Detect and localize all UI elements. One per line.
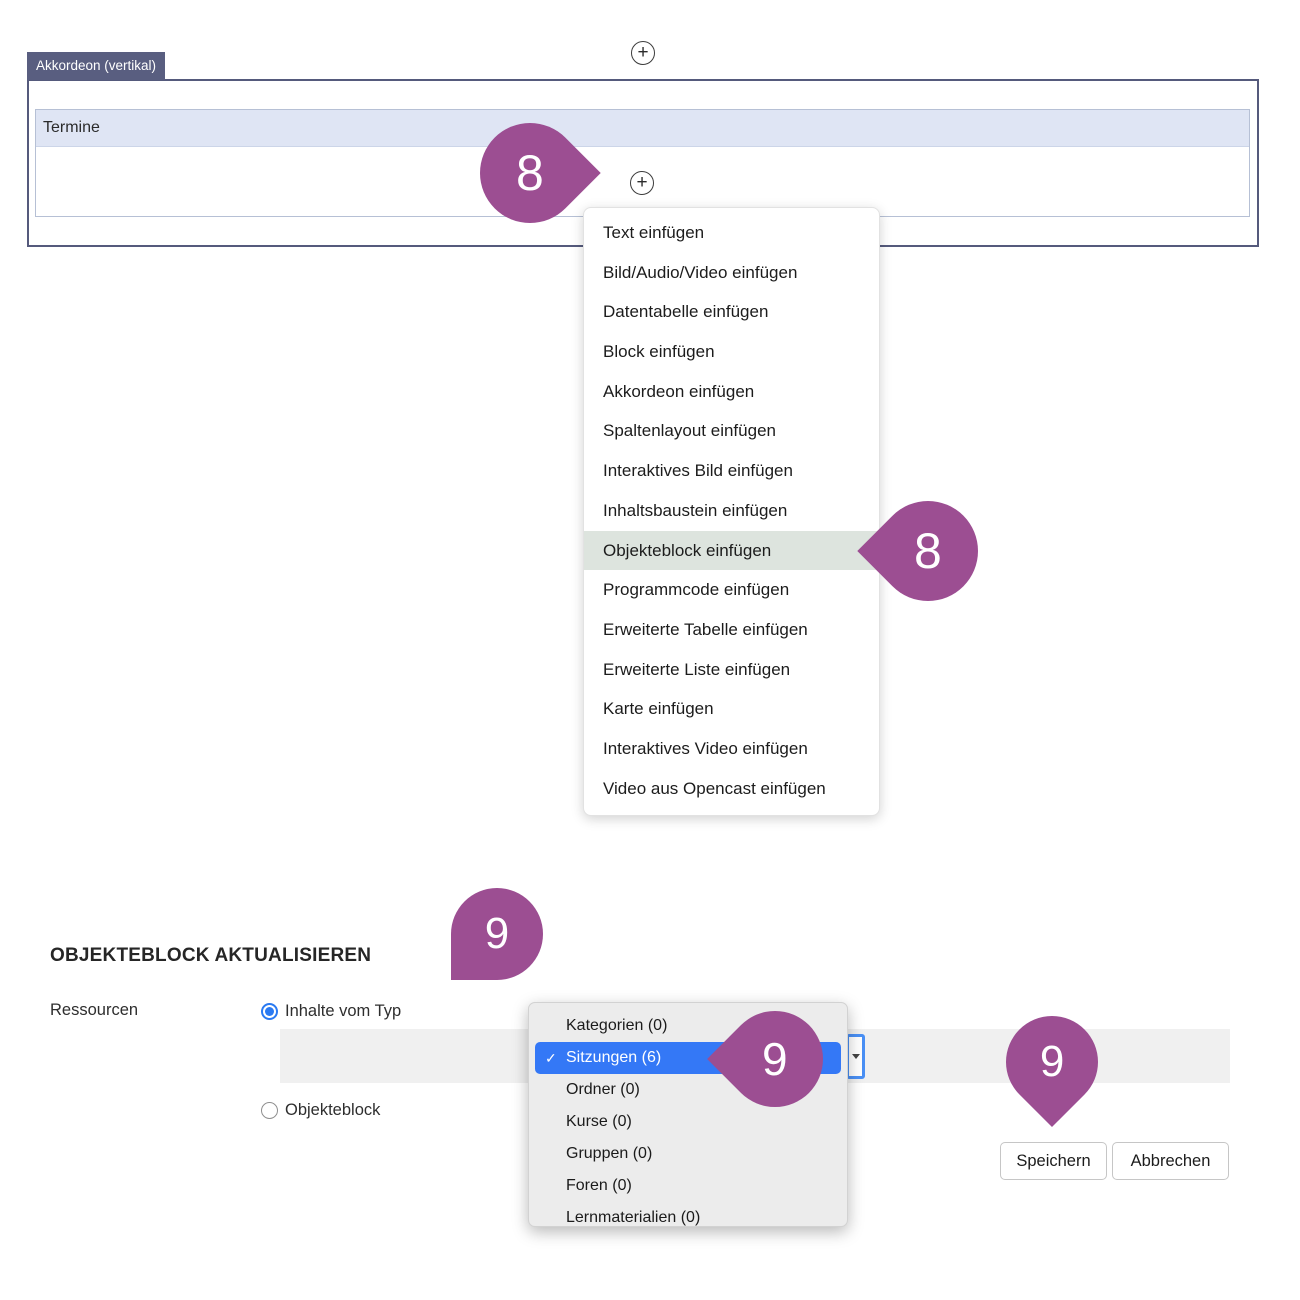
option-kategorien[interactable]: Kategorien (0) xyxy=(566,1017,668,1034)
menu-item-objekteblock[interactable]: Objekteblock einfügen xyxy=(584,531,879,571)
select-caret-icon xyxy=(852,1054,860,1059)
save-button[interactable]: Speichern xyxy=(1000,1142,1107,1180)
resources-label: Ressourcen xyxy=(50,1001,139,1019)
option-kurse[interactable]: Kurse (0) xyxy=(566,1113,632,1130)
add-content-top-button[interactable] xyxy=(631,41,655,65)
menu-item-spaltenlayout[interactable]: Spaltenlayout einfügen xyxy=(603,421,776,441)
step-marker-8-add-icon: 8 xyxy=(459,102,600,243)
menu-item-erweiterte-tabelle[interactable]: Erweiterte Tabelle einfügen xyxy=(603,619,808,639)
option-foren[interactable]: Foren (0) xyxy=(566,1177,632,1194)
radio-inhalte-vom-typ-label: Inhalte vom Typ xyxy=(285,1002,402,1020)
page-title: OBJEKTEBLOCK AKTUALISIEREN xyxy=(50,945,372,966)
plus-icon: + xyxy=(637,41,649,63)
step-marker-9-inhalte-vom-typ: 9 xyxy=(451,888,543,980)
menu-item-block[interactable]: Block einfügen xyxy=(603,342,715,362)
step-marker-9-speichern: 9 xyxy=(987,997,1117,1127)
accordion-item-header[interactable]: Termine xyxy=(36,110,1249,147)
radio-inhalte-vom-typ[interactable] xyxy=(261,1003,278,1020)
plus-icon: + xyxy=(636,171,648,193)
step-marker-8-objekteblock: 8 xyxy=(857,480,998,621)
step-marker-9-sitzungen: 9 xyxy=(707,991,843,1127)
menu-item-karte[interactable]: Karte einfügen xyxy=(603,699,714,719)
menu-item-interaktives-bild[interactable]: Interaktives Bild einfügen xyxy=(603,461,793,481)
menu-item-interaktives-video[interactable]: Interaktives Video einfügen xyxy=(603,738,808,758)
cancel-button[interactable]: Abbrechen xyxy=(1112,1142,1229,1180)
option-sitzungen-label: Sitzungen (6) xyxy=(566,1049,662,1066)
menu-item-inhaltsbaustein[interactable]: Inhaltsbaustein einfügen xyxy=(603,500,788,520)
check-icon: ✓ xyxy=(545,1050,557,1066)
option-ordner[interactable]: Ordner (0) xyxy=(566,1081,640,1098)
menu-item-programmcode[interactable]: Programmcode einfügen xyxy=(603,580,790,600)
radio-objekteblock-label: Objekteblock xyxy=(285,1101,381,1119)
menu-item-text[interactable]: Text einfügen xyxy=(603,223,705,242)
option-gruppen[interactable]: Gruppen (0) xyxy=(566,1145,653,1162)
insert-content-menu xyxy=(583,207,880,816)
menu-item-bild-audio-video[interactable]: Bild/Audio/Video einfügen xyxy=(603,262,798,282)
option-lernmaterialien[interactable]: Lernmaterialien (0) xyxy=(566,1209,701,1226)
menu-item-akkordeon[interactable]: Akkordeon einfügen xyxy=(603,381,755,401)
accordion-type-tab: Akkordeon (vertikal) xyxy=(27,52,165,80)
type-select[interactable] xyxy=(846,1034,865,1079)
radio-objekteblock[interactable] xyxy=(261,1102,278,1119)
accordion-item-box xyxy=(35,109,1250,217)
add-content-inner-button[interactable] xyxy=(630,171,654,195)
menu-item-erweiterte-liste[interactable]: Erweiterte Liste einfügen xyxy=(603,659,791,679)
menu-item-video-opencast[interactable]: Video aus Opencast einfügen xyxy=(603,778,826,798)
menu-item-datentabelle[interactable]: Datentabelle einfügen xyxy=(603,302,769,322)
